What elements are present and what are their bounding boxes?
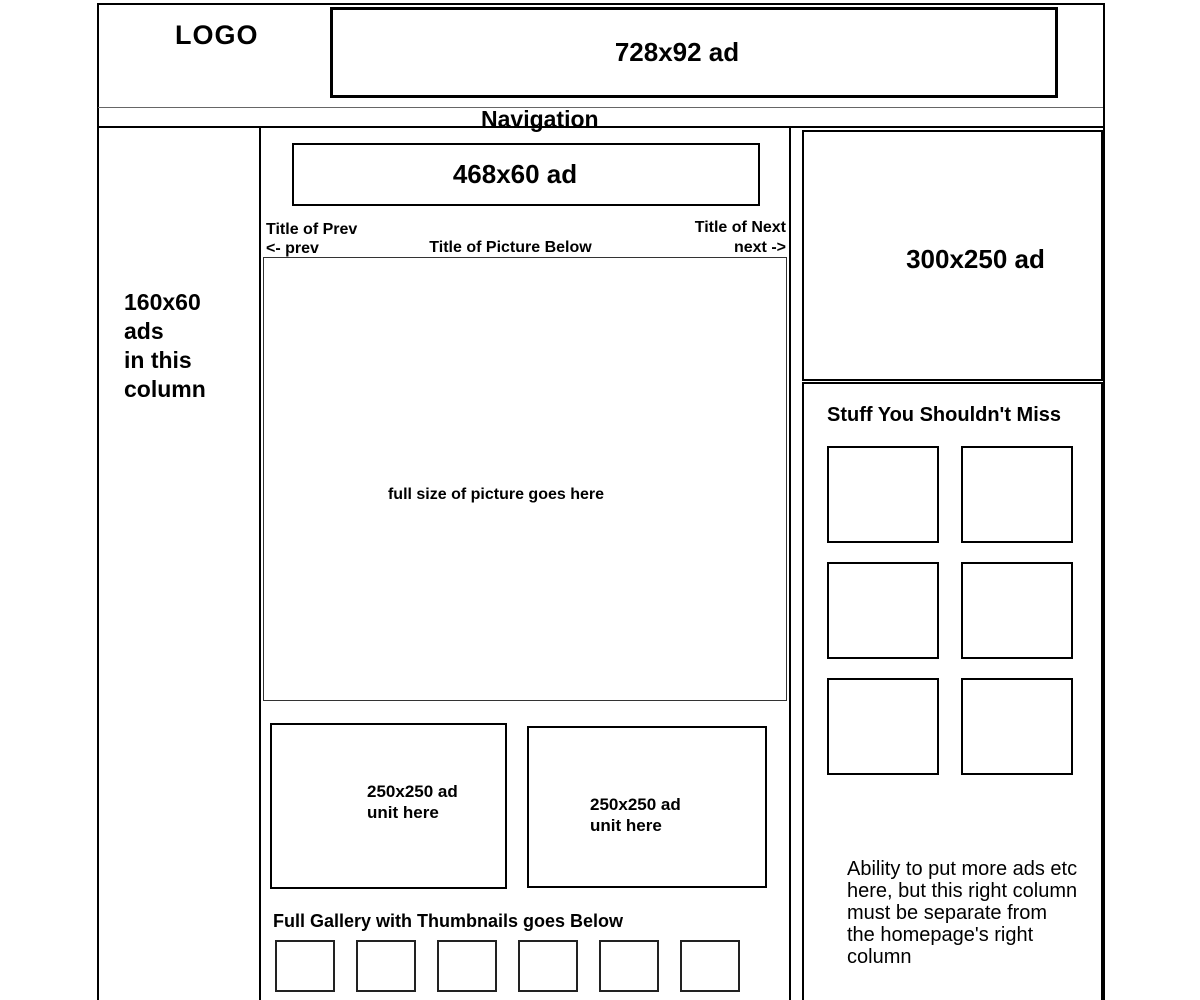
gallery-thumbnail-5[interactable] bbox=[599, 940, 659, 992]
stuff-item-5[interactable] bbox=[827, 678, 939, 775]
center-right-divider bbox=[789, 128, 791, 1000]
gallery-thumbnail-6[interactable] bbox=[680, 940, 740, 992]
gallery-thumbnail-2[interactable] bbox=[356, 940, 416, 992]
page-right-border bbox=[1103, 3, 1105, 1000]
gallery-thumbnail-3[interactable] bbox=[437, 940, 497, 992]
square-ad-1-label: 250x250 ad unit here bbox=[367, 782, 458, 822]
picture-title: Title of Picture Below bbox=[429, 239, 592, 256]
square-ad-2-label: 250x250 ad unit here bbox=[590, 795, 681, 835]
prev-article-title[interactable]: Title of Prev bbox=[266, 221, 358, 238]
thumbnail-strip bbox=[275, 940, 740, 992]
leaderboard-ad-label: 728x92 ad bbox=[614, 37, 740, 67]
page-top-border bbox=[97, 3, 1105, 5]
left-ad-column-note: 160x60 ads in this column bbox=[124, 289, 206, 402]
stuff-item-1[interactable] bbox=[827, 446, 939, 543]
navigation-label: Navigation bbox=[481, 106, 599, 132]
stuff-item-grid bbox=[827, 446, 1073, 775]
next-article-title[interactable]: Title of Next bbox=[694, 219, 786, 236]
gallery-thumbnail-1[interactable] bbox=[275, 940, 335, 992]
prev-link[interactable]: <- prev bbox=[266, 240, 319, 257]
rectangle-ad-label: 300x250 ad bbox=[906, 244, 1045, 274]
stuff-item-3[interactable] bbox=[827, 562, 939, 659]
page-left-border bbox=[97, 3, 99, 1000]
gallery-thumbnail-4[interactable] bbox=[518, 940, 578, 992]
rectangle-ad-slot[interactable] bbox=[802, 130, 1103, 381]
banner-ad-label: 468x60 ad bbox=[452, 159, 578, 189]
navigation-bar[interactable] bbox=[98, 106, 1103, 132]
gallery-section-label: Full Gallery with Thumbnails goes Below bbox=[273, 911, 624, 931]
stuff-item-6[interactable] bbox=[961, 678, 1073, 775]
picture-placeholder-label: full size of picture goes here bbox=[387, 486, 605, 503]
full-picture-area[interactable] bbox=[263, 257, 787, 701]
square-ad-slot-2[interactable] bbox=[527, 726, 767, 888]
leaderboard-ad-slot[interactable] bbox=[330, 7, 1058, 98]
stuff-section-title: Stuff You Shouldn't Miss bbox=[827, 404, 1061, 426]
stuff-section bbox=[802, 382, 1103, 1000]
left-column-right-border bbox=[259, 128, 261, 1000]
site-logo[interactable]: LOGO bbox=[175, 20, 259, 50]
banner-ad-slot[interactable] bbox=[292, 143, 760, 206]
stuff-item-4[interactable] bbox=[961, 562, 1073, 659]
right-column-note: Ability to put more ads etc here, but this right column must be separate from the homepage's right column bbox=[847, 858, 1078, 968]
stuff-item-2[interactable] bbox=[961, 446, 1073, 543]
next-link[interactable]: next -> bbox=[733, 239, 786, 256]
square-ad-slot-1[interactable] bbox=[270, 723, 507, 889]
